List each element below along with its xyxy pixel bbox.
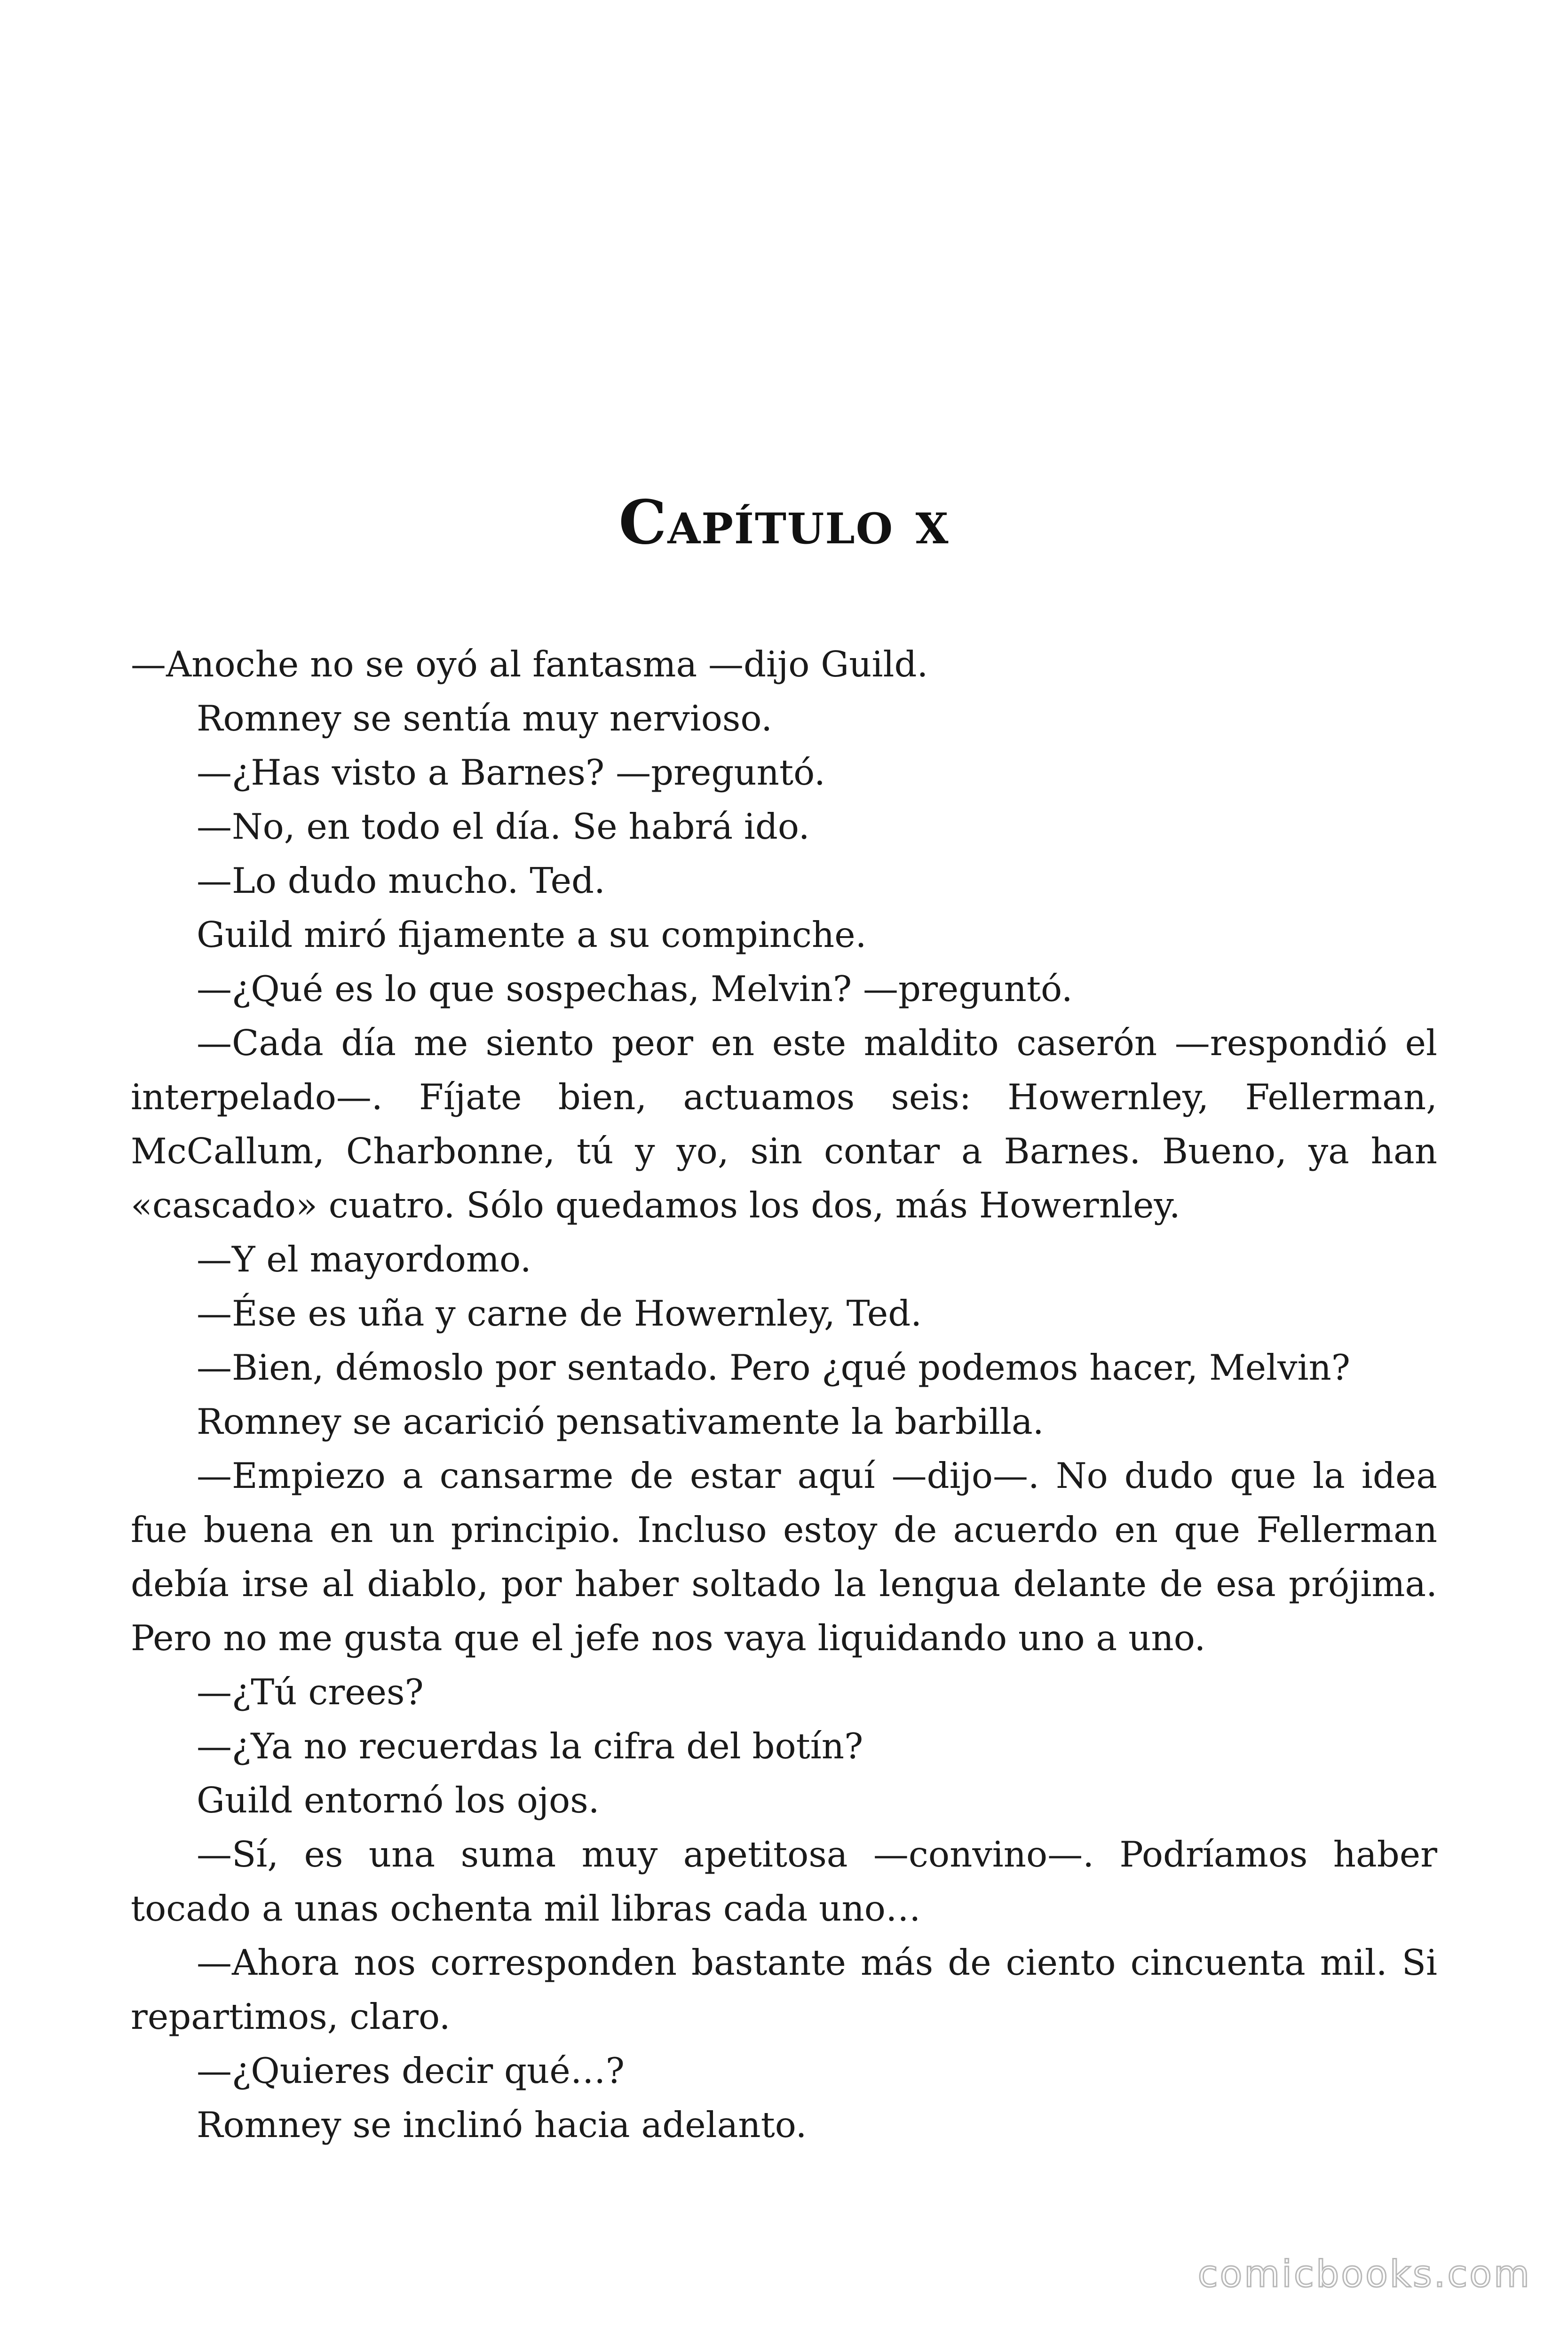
paragraph: —¿Quieres decir qué…? (197, 2050, 625, 2091)
paragraph: —¿Ya no recuerdas la cifra del botín? (197, 1725, 863, 1767)
paragraph: —Anoche no se oyó al fantasma —dijo Guild. (131, 644, 928, 685)
paragraph: —¿Qué es lo que sospechas, Melvin? —preguntó. (197, 968, 1073, 1009)
paragraph: —No, en todo el día. Se habrá ido. (197, 806, 810, 847)
paragraph: Guild miró fijamente a su compinche. (197, 914, 867, 955)
paragraph: —¿Tú crees? (197, 1671, 424, 1713)
paragraph: —Y el mayordomo. (197, 1239, 531, 1280)
chapter-title: Capítulo x (618, 487, 950, 558)
paragraph: Romney se acarició pensativamente la barbilla. (197, 1401, 1044, 1442)
paragraph: —Bien, démoslo por sentado. Pero ¿qué podemos hacer, Melvin? (197, 1347, 1350, 1388)
paragraph: —Ahora nos corresponden bastante más de ciento cincuenta mil. Si repartimos, claro. (131, 1942, 1437, 2037)
paragraph: Romney se sentía muy nervioso. (197, 698, 773, 739)
paragraph: —Empiezo a cansarme de estar aquí —dijo—. No dudo que la idea fue buena en un principio. Incluso estoy de acuerdo en que Fellerman debía irse al diablo, por haber soltado la lengua delante de esa prójima. Pero no me gusta que el jefe nos vaya liquidando uno a uno. (131, 1455, 1437, 1659)
paragraph: Guild entornó los ojos. (197, 1780, 600, 1821)
paragraph: —Sí, es una suma muy apetitosa —convino—. Podríamos haber tocado a unas ochenta mil libras cada uno… (131, 1834, 1437, 1929)
watermark: comicbooks.com (1197, 2253, 1531, 2296)
paragraph: —Lo dudo mucho. Ted. (197, 860, 605, 901)
paragraph: —Ése es uña y carne de Howernley, Ted. (197, 1293, 922, 1334)
paragraph: —Cada día me siento peor en este maldito caserón —respondió el interpelado—. Fíjate bien, actuamos seis: Howernley, Fellerman, McCallum, Charbonne, tú y yo, sin contar a Barnes. Bueno, ya han «cascado» cuatro. Sólo quedamos los dos, más Howernley. (131, 1022, 1437, 1226)
paragraph: —¿Has visto a Barnes? —preguntó. (197, 752, 825, 793)
body-text (131, 637, 1437, 2152)
paragraph: Romney se inclinó hacia adelanto. (197, 2104, 807, 2145)
